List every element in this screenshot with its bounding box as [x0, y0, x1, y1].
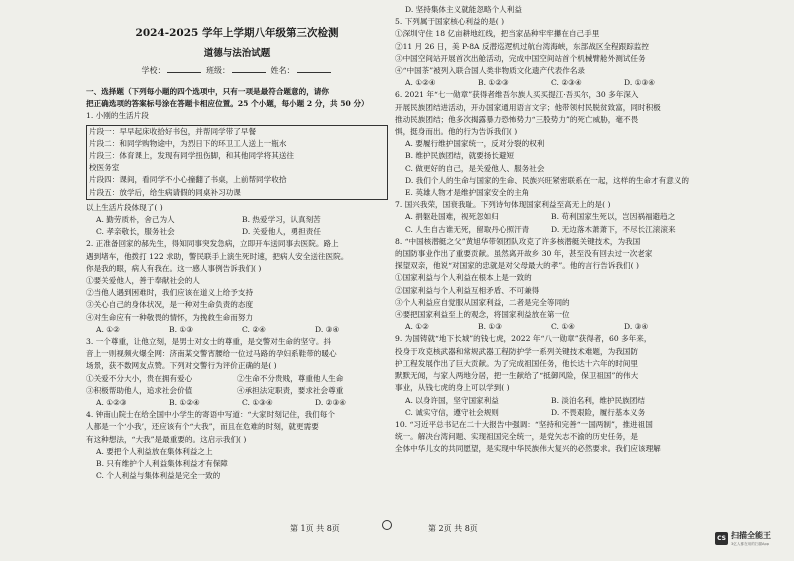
- option-c[interactable]: C. ①③④: [242, 398, 273, 408]
- option-b[interactable]: B. 热爱学习，认真刻苦: [242, 215, 321, 225]
- student-info-fields: [86, 63, 388, 78]
- snippet-line: 校医务室: [89, 163, 120, 173]
- question-text: 事业，从钱七虎的身上可以学到( ): [395, 383, 510, 393]
- page-number-right: 第 2页 共 8页: [428, 524, 478, 533]
- option-a[interactable]: A. ①②③: [96, 398, 127, 408]
- statement: ③积极帮助他人，追求社会价值: [86, 385, 193, 395]
- section-heading: 一、选择题（下列每小题的四个选项中，只有一项是最符合题意的，请你: [86, 87, 329, 96]
- name-blank[interactable]: [297, 64, 331, 73]
- option-a[interactable]: A. 要把个人利益放在集体利益之上: [96, 446, 213, 456]
- scanner-watermark: [715, 530, 771, 547]
- class-blank[interactable]: [232, 64, 266, 73]
- statement: ②11 月 26 日，美 P-8A 反潜巡逻机过航台湾海峡，东部战区全程跟踪监控: [395, 41, 649, 51]
- question-8: 8. “中国核潜艇之父”黄旭华带领团队攻克了许多核潜艇关键技术，为我国: [395, 236, 641, 246]
- statement: ④对生命应有一种敬畏的情怀，为挽救生命而努力: [86, 312, 254, 322]
- question-1-snippet-box: [86, 125, 388, 200]
- option-d[interactable]: D. 不畏艰险，履行基本义务: [551, 407, 646, 417]
- question-1: 1. 小刚的生活片段: [86, 111, 149, 121]
- brand-name: 扫描全能王: [731, 531, 771, 540]
- statements-row: [86, 385, 388, 397]
- option-a[interactable]: A. 勤劳质朴，舍己为人: [96, 215, 175, 225]
- statements-row: [86, 373, 388, 385]
- question-9: 9. 为国铸就“地下长城”的钱七虎，2022 年“八一勋章”获得者，60 多年来，: [395, 334, 652, 344]
- question-text: 你是我的眼，病人有我在。这一感人事例告诉我们( ): [86, 263, 262, 273]
- question-4: 4. 钟南山院士在给全国中小学生的寄语中写道：“大家时刻记住，我们每个: [86, 410, 335, 420]
- option-d[interactable]: D. 我们个人的生命与国家的生命、民族兴旺紧密联系在一起，这样的生命才有意义的: [405, 175, 690, 185]
- statement: ①国家利益与个人利益在根本上是一致的: [395, 273, 532, 283]
- question-text: 统一。解决台湾问题、实现祖国完全统一，是党矢志不渝的历史任务，是: [395, 432, 638, 442]
- statement: ④承担法定职责，要求社会尊重: [237, 385, 344, 395]
- question-5: 5. 下列属于国家核心利益的是( ): [395, 17, 505, 27]
- option-d[interactable]: D. ③④: [315, 324, 340, 334]
- option-b[interactable]: B. 只有维护个人利益集体利益才有保障: [96, 459, 228, 469]
- statement: ④“中国茶”被列入联合国人类非物质文化遗产代表作名录: [395, 66, 586, 76]
- option-b[interactable]: B. ①②③: [478, 78, 509, 88]
- options-row: [86, 397, 388, 409]
- question-text: 人都是一个‘小我’，还应该有个“大我”，而且在危难的时刻，就更需要: [86, 422, 319, 432]
- snippet-line: 片段四：课间，看同学不小心撞翻了书桌，上前帮同学收拾: [89, 175, 287, 185]
- section-heading: 把正确选项的答案标号涂在答题卡相应位置。25 个小题，每小题 2 分，共 50 分）: [86, 99, 369, 109]
- option-c[interactable]: C. 做更好的自己，是关爱他人、服务社会: [405, 163, 545, 173]
- option-c[interactable]: C. 孝亲敬长，服务社会: [96, 227, 175, 237]
- options-row: [395, 211, 697, 223]
- options-row: [395, 224, 697, 236]
- binding-hole-icon: [382, 520, 392, 530]
- option-a[interactable]: A. 要履行维护国家统一，反对分裂的权利: [405, 139, 545, 149]
- question-text: 探望双亲，他说“对国家的忠就是对父母最大的孝”。他的言行告诉我们( ): [395, 261, 639, 271]
- question-stem: 以上生活片段体现了( ): [86, 202, 163, 212]
- question-3: 3. 一个尊重，让他立刻，是男士对女士的尊重，是交警对生命的坚守。抖: [86, 337, 332, 347]
- options-row: [86, 226, 388, 238]
- option-b[interactable]: B. ①②④: [169, 398, 200, 408]
- school-label: 学校：: [141, 66, 166, 75]
- snippet-line: 片段二：和同学购物途中，为烈日下的环卫工人送上一瓶水: [89, 138, 287, 148]
- statement: ①关爱不分大小，贵在拥有爱心: [86, 373, 193, 383]
- right-column: [395, 4, 697, 456]
- question-text: 遇到堵车，他拨打 122 求助，警民联手上演生死时速，把病人安全送往医院。: [86, 251, 349, 261]
- options-row: [86, 214, 388, 226]
- question-7: 7. 国兴我荣，国衰我耻。下列诗句体现国家利益至高无上的是( ): [395, 200, 611, 210]
- statement: ③中国空间站开展首次出舱活动，完成中国空间站首个机械臂舱外测试任务: [395, 53, 646, 63]
- option-c[interactable]: C. ②③④: [551, 78, 582, 88]
- statement: ③个人利益应自觉服从国家利益，二者是完全等同的: [395, 297, 570, 307]
- school-blank[interactable]: [167, 64, 201, 73]
- snippet-line: 片段三：体育课上，发现有同学扭伤脚，和其他同学将其送往: [89, 151, 295, 161]
- subject-title: 道德与法治试题: [203, 48, 271, 59]
- statement: ②当他人遇到困难时，我们应该在道义上给予支持: [86, 288, 254, 298]
- question-2: 2. 正准备回家的郝先生，得知同事突发急病，立即开车送同事去医院。路上: [86, 239, 339, 249]
- option-a[interactable]: A. 捐躯赴国难，视死忽如归: [405, 212, 499, 222]
- option-a[interactable]: A. 以身许国，坚守国家利益: [405, 395, 499, 405]
- options-row: [395, 407, 697, 419]
- left-column: [86, 0, 388, 483]
- question-text: 护工程发展作出了巨大贡献。为了完成祖国任务，他长达十六年的时间里: [395, 358, 638, 368]
- option-c[interactable]: C. 个人利益与集体利益是完全一致的: [96, 471, 221, 481]
- statement: ①深圳守住 18 亿亩耕地红线，把当家品种牢牢攥在自己手里: [395, 29, 600, 39]
- option-a[interactable]: A. ①②④: [405, 78, 436, 88]
- option-d[interactable]: D. ③④: [624, 322, 649, 332]
- question-text: 惧，挺身而出。他的行为告诉我们( ): [395, 127, 518, 137]
- brand-subtitle: 3亿人都在用的扫描App: [731, 542, 770, 546]
- question-text: 开展民族团结进活动，开办国家通用语言文字；他带领村民脱贫致富，同时积极: [395, 102, 661, 112]
- option-b[interactable]: B. ①③: [478, 322, 503, 332]
- question-text: 场景，获不数网友点赞。下列对交警行为评价正确的是( ): [86, 361, 277, 371]
- option-b[interactable]: B. ①③: [169, 324, 194, 334]
- statement: ②国家利益与个人利益互相矛盾、不可兼得: [395, 285, 540, 295]
- class-label: 班级：: [206, 66, 230, 75]
- options-row: [395, 321, 697, 333]
- option-d[interactable]: D. ②③④: [315, 398, 347, 408]
- option-e[interactable]: E. 英雄人物才是维护国家安全的主角: [405, 188, 530, 198]
- question-text: 的国防事业作出了重要贡献。虽然离开故乡 30 年，甚至没有回去过一次老家: [395, 249, 653, 259]
- snippet-line: 片段一：早早起床收拾好书包，并帮同学带了早餐: [89, 126, 257, 136]
- options-row: [395, 77, 697, 89]
- question-text: 有这种想法，“大我”是最重要的。这启示我们( ): [86, 434, 247, 444]
- option-b[interactable]: B. 苟利国家生死以，岂因祸福避趋之: [551, 212, 676, 222]
- option-c[interactable]: C. 诚实守信，遵守社会规则: [405, 407, 499, 417]
- exam-title: 2024-2025 学年上学期八年级第三次检测: [135, 27, 339, 39]
- option-d[interactable]: D. 坚持集体主义就能忽略个人利益: [405, 5, 522, 14]
- question-text: 投身于攻克核武器和常规武器工程防护学一系列关键技术难题，为我国防: [395, 346, 638, 356]
- option-b[interactable]: B. 维护民族团结，就要扬长避短: [405, 151, 515, 161]
- option-b[interactable]: B. 淡泊名利，维护民族团结: [551, 395, 645, 405]
- option-d[interactable]: D. 无边落木萧萧下，不尽长江滚滚来: [551, 224, 676, 234]
- option-c[interactable]: C. ①④: [551, 322, 575, 332]
- option-a[interactable]: A. ①②: [96, 324, 120, 334]
- question-6: 6. 2021 年“七一勋章”获得者维吾尔族人买买提江·吾买尔，30 多年深入: [395, 90, 639, 100]
- camscanner-logo-icon: CS: [715, 532, 728, 545]
- question-text: 音上一则视频火爆全网：济南某交警宵腰给一位过马路的孕妇系鞋带的暖心: [86, 349, 337, 359]
- spacer: [86, 78, 388, 86]
- statement: ②生命不分贵贱，尊重他人生命: [237, 373, 344, 383]
- question-text: 全体中华儿女的共同愿望，是实现中华民族伟大复兴的必然要求。我们应该理解: [395, 444, 661, 454]
- snippet-line: 片段五：放学后，给生病请假的同桌补习功课: [89, 187, 241, 197]
- question-text: 默默无闻，与家人两地分居，把一生献给了“抵御风险，保卫祖国”的伟大: [395, 371, 639, 381]
- options-row: [395, 395, 697, 407]
- name-label: 姓名：: [270, 66, 295, 75]
- option-c[interactable]: C. ②④: [242, 324, 266, 334]
- option-d[interactable]: D. 关爱他人，勇担责任: [242, 227, 321, 237]
- option-a[interactable]: A. ①②: [405, 322, 429, 332]
- page-number-left: 第 1页 共 8页: [290, 524, 340, 533]
- option-c[interactable]: C. 人生自古谁无死，留取丹心照汗青: [405, 224, 530, 234]
- statement: ①要关爱他人，善于奉献社会的人: [86, 276, 200, 286]
- question-text: 推动民族团结；他多次揭露暴力恐怖势力“三股势力”的死亡威胁，毫不畏: [395, 114, 639, 124]
- brand-text: [731, 530, 771, 547]
- option-d[interactable]: D. ①③④: [624, 78, 656, 88]
- statement: ③关心自己的身体状况，是一种对生命负责的态度: [86, 300, 254, 310]
- statement: ④要把国家利益至上的观念，将国家利益放在第一位: [395, 310, 570, 320]
- question-10: 10. “习近平总书记在二十大报告中强调：“坚持和完善“一国两制”，推进祖国: [395, 419, 653, 429]
- options-row: [86, 324, 388, 336]
